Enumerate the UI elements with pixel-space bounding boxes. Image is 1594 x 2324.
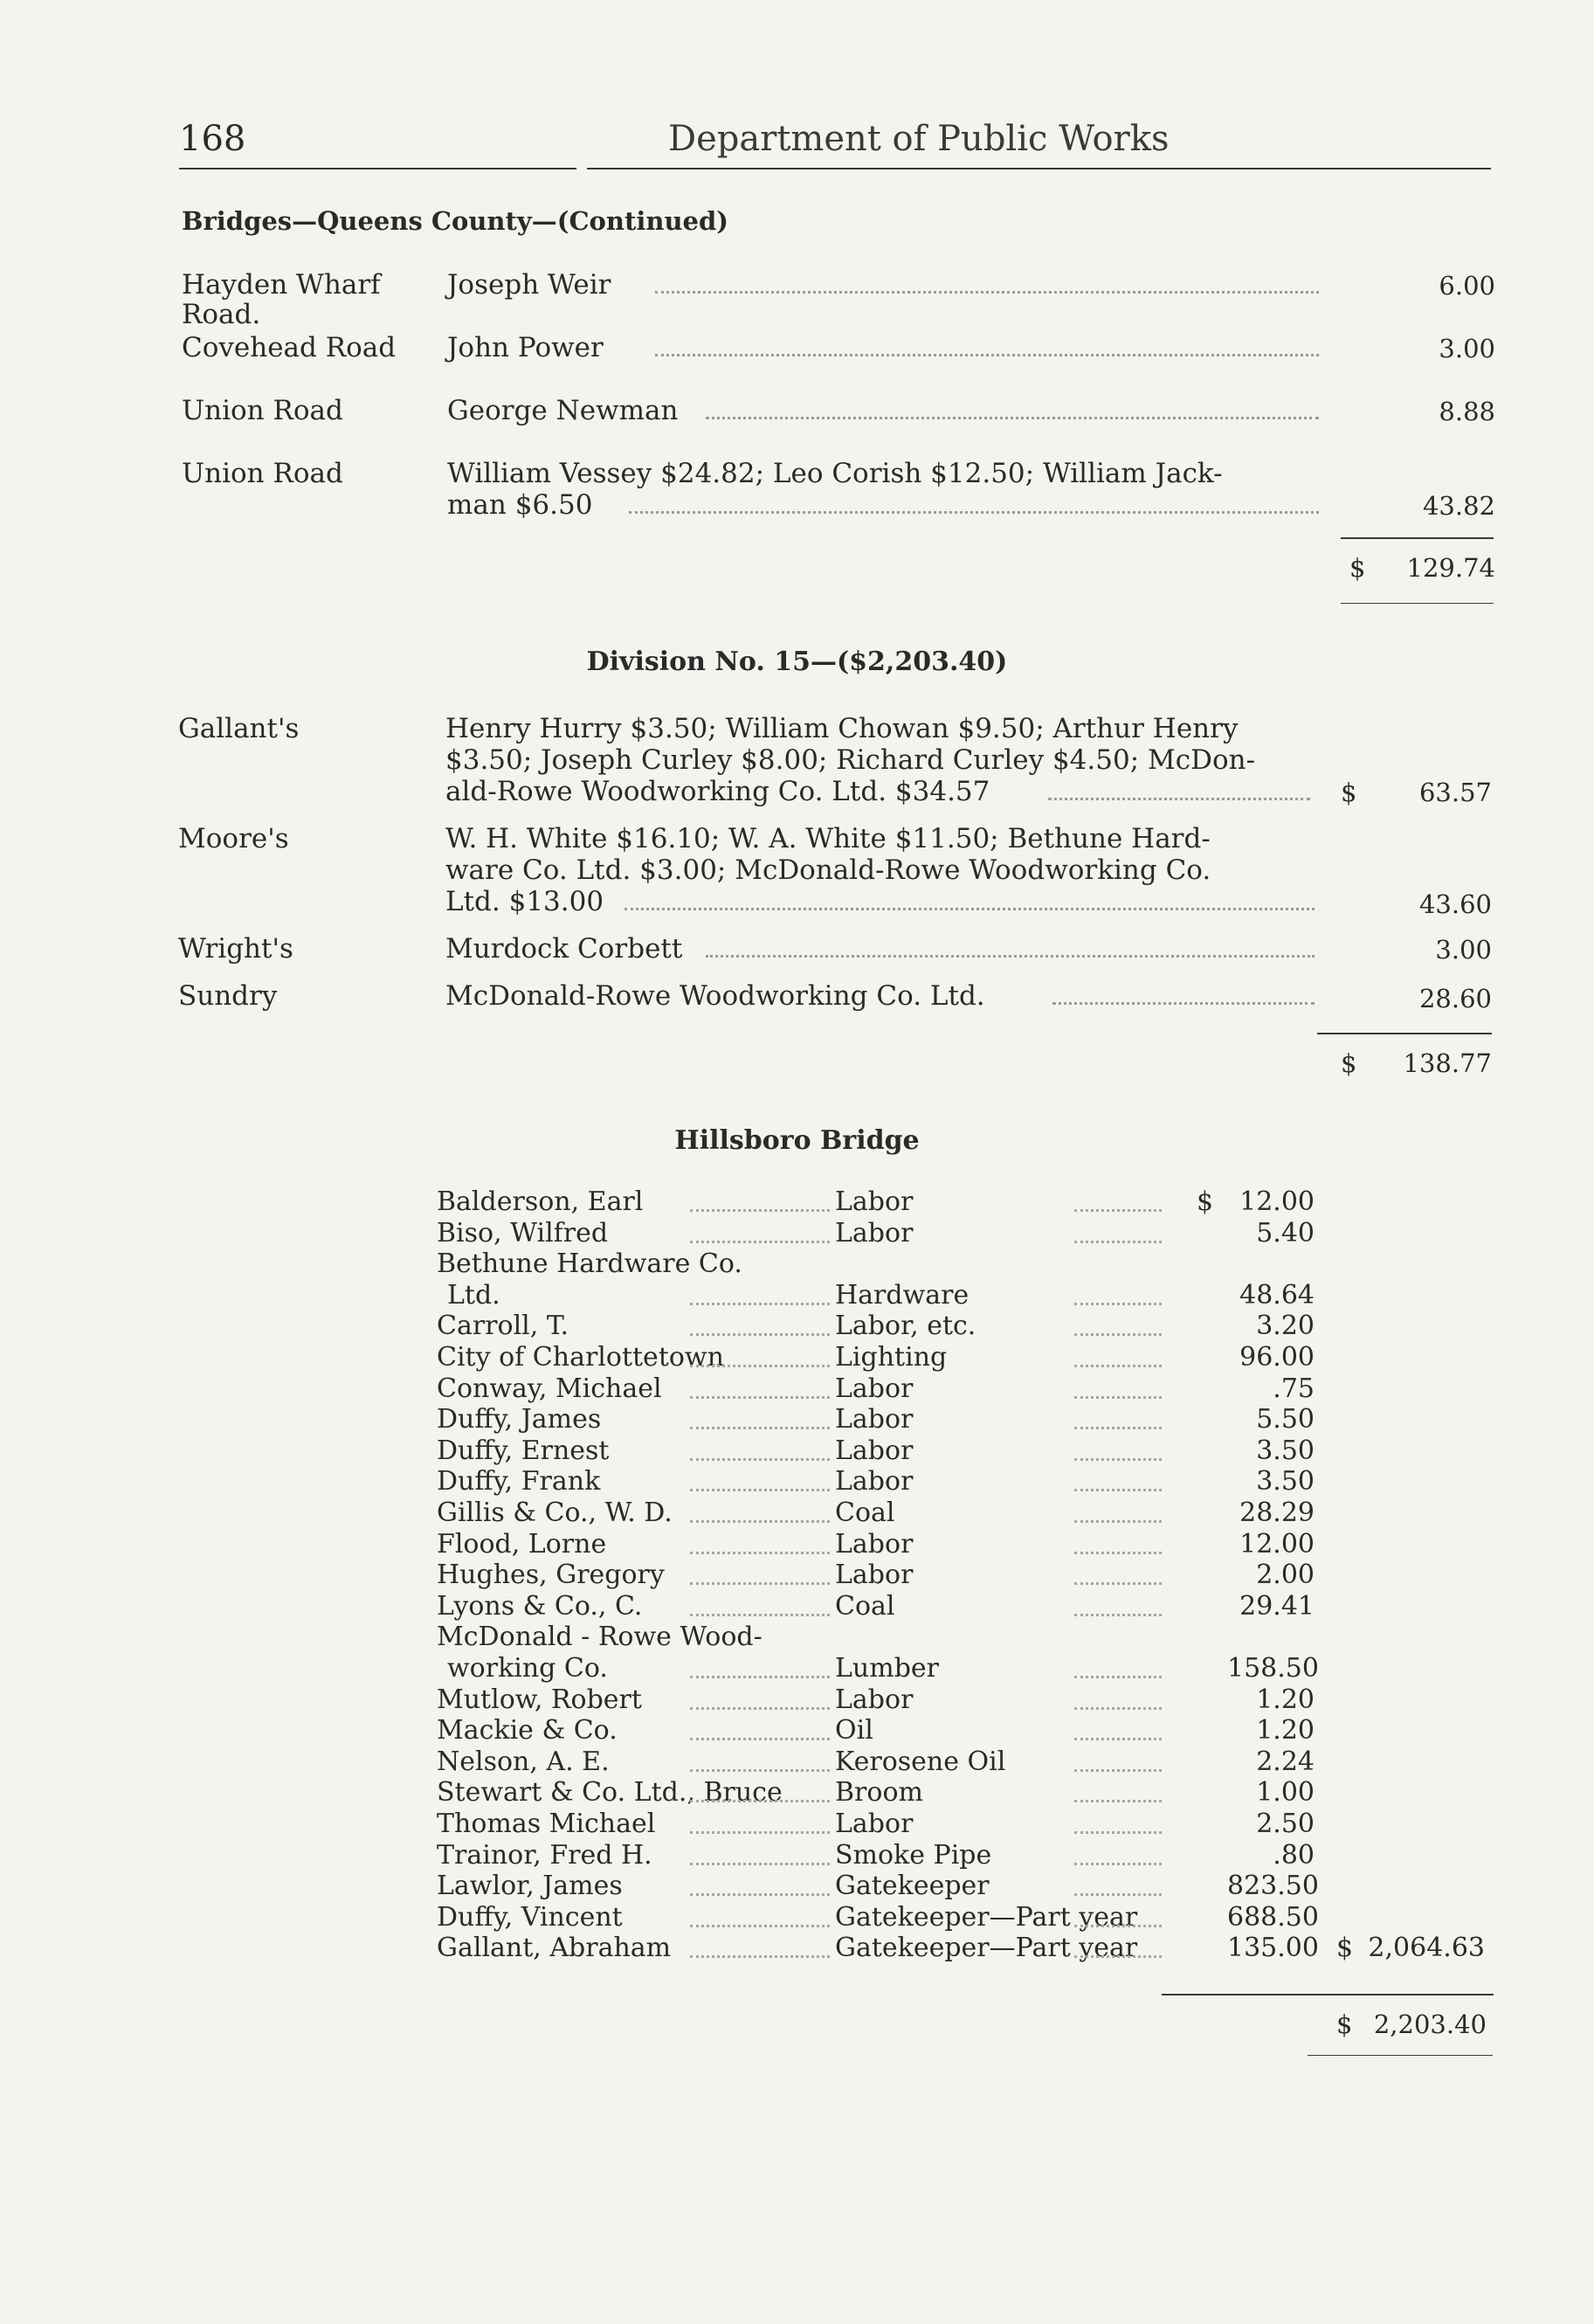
place-name: Moore's (178, 823, 289, 854)
item-description: Labor (835, 1435, 914, 1466)
item-description: Labor (835, 1186, 914, 1217)
amount: 1.20 (1256, 1715, 1315, 1746)
leader-dots (1074, 1863, 1162, 1865)
leader-dots (690, 1738, 830, 1740)
table-row (0, 1342, 1594, 1373)
leader-dots (706, 955, 1315, 958)
amount: 5.40 (1256, 1217, 1315, 1248)
payee: George Newman (447, 395, 679, 426)
payee-name: Bethune Hardware Co. (437, 1248, 742, 1280)
amount: 3.20 (1256, 1311, 1315, 1342)
leader-dots (690, 1303, 830, 1305)
amount: 6.00 (1439, 271, 1495, 301)
payee-name: Duffy, James (437, 1404, 602, 1435)
amount: 688.50 (1227, 1901, 1319, 1933)
payee-name: Trainor, Fred H. (437, 1839, 652, 1871)
table-row (0, 1933, 1594, 1964)
item-description: Labor (835, 1404, 914, 1435)
amount: 43.60 (1418, 889, 1492, 919)
header-rule-left (179, 168, 576, 169)
grand-total: 2,203.40 (1373, 2009, 1487, 2039)
currency-symbol: $ (1349, 553, 1366, 583)
table-row (0, 1684, 1594, 1716)
leader-dots (690, 1552, 830, 1554)
leader-dots (655, 354, 1319, 356)
entry-line: ald-Rowe Woodworking Co. Ltd. $34.57 (445, 776, 990, 807)
place-name: Gallant's (178, 713, 300, 744)
item-description: Labor (835, 1466, 914, 1497)
item-description: Labor (835, 1809, 914, 1839)
payee-name: Thomas Michael (437, 1809, 656, 1839)
table-row (0, 1280, 1594, 1311)
leader-dots (1074, 1520, 1162, 1523)
leader-dots (1074, 1365, 1162, 1367)
table-row (0, 1529, 1594, 1560)
table-row (0, 1186, 1594, 1218)
payee-name: Gallant, Abraham (437, 1933, 672, 1964)
item-description: Kerosene Oil (835, 1746, 1006, 1777)
payee-name: Duffy, Vincent (437, 1901, 623, 1933)
leader-dots (1074, 1955, 1162, 1958)
amount: 3.00 (1435, 935, 1492, 965)
leader-dots (690, 1863, 830, 1865)
item-description: Smoke Pipe (835, 1839, 992, 1871)
leader-dots (690, 1925, 830, 1927)
payee-name: Nelson, A. E. (437, 1746, 610, 1777)
amount: 1.00 (1256, 1777, 1315, 1809)
item-description: Gatekeeper (835, 1871, 990, 1902)
amount: 823.50 (1227, 1871, 1319, 1902)
leader-dots (690, 1676, 830, 1678)
amount: 43.82 (1422, 491, 1495, 521)
table-row (0, 1435, 1594, 1467)
item-description: Labor (835, 1217, 914, 1248)
leader-dots (1074, 1831, 1162, 1834)
amount: 2.24 (1256, 1746, 1315, 1777)
amount: 158.50 (1227, 1653, 1319, 1684)
leader-dots (1074, 1396, 1162, 1399)
leader-dots (690, 1489, 830, 1491)
total-rule (1341, 537, 1494, 539)
total-underline (1341, 603, 1494, 604)
amount: 5.50 (1256, 1404, 1315, 1435)
leader-dots (1074, 1209, 1162, 1212)
section-total: 129.74 (1406, 553, 1495, 583)
amount: .75 (1273, 1373, 1315, 1404)
leader-dots (1074, 1427, 1162, 1429)
item-description: Labor, etc. (835, 1311, 976, 1342)
amount: .80 (1273, 1839, 1315, 1871)
entry-line: Murdock Corbett (445, 933, 683, 965)
leader-dots (690, 1427, 830, 1429)
item-description: Oil (835, 1715, 873, 1746)
entry-line: McDonald-Rowe Woodworking Co. Ltd. (445, 980, 985, 1012)
currency-symbol: $ (1341, 1048, 1357, 1078)
leader-dots (690, 1458, 830, 1461)
item-description: Coal (835, 1590, 895, 1622)
leader-dots (690, 1614, 830, 1616)
leader-dots (1052, 1002, 1315, 1005)
leader-dots (690, 1769, 830, 1772)
leader-dots (624, 908, 1315, 910)
leader-dots (690, 1893, 830, 1896)
payee-name: working Co. (447, 1653, 608, 1684)
item-description: Lumber (835, 1653, 939, 1684)
table-row (0, 1653, 1594, 1684)
leader-dots (1074, 1676, 1162, 1678)
payee: John Power (447, 332, 604, 363)
place-name: Hayden Wharf (182, 269, 381, 301)
leader-dots (1074, 1333, 1162, 1336)
table-row (0, 1404, 1594, 1435)
entry-line: ware Co. Ltd. $3.00; McDonald-Rowe Woodworking Co. (445, 854, 1211, 886)
division-heading: Division No. 15—($2,203.40) (586, 647, 1008, 677)
leader-dots (690, 1520, 830, 1523)
amount: 2.50 (1256, 1809, 1315, 1839)
payee-name: McDonald - Rowe Wood- (437, 1622, 762, 1653)
amount: 48.64 (1239, 1279, 1315, 1311)
place-name: Union Road (182, 458, 343, 489)
leader-dots (1074, 1582, 1162, 1585)
leader-dots (690, 1831, 830, 1834)
payee-name: Mutlow, Robert (437, 1684, 642, 1715)
leader-dots (1074, 1458, 1162, 1461)
table-row (0, 1560, 1594, 1591)
amount: 28.29 (1239, 1497, 1315, 1528)
grand-total-underline (1308, 2055, 1493, 2056)
table-row (0, 1466, 1594, 1497)
leader-dots (690, 1396, 830, 1399)
table-row (0, 1373, 1594, 1405)
item-description: Labor (835, 1560, 914, 1591)
table-row (0, 1622, 1594, 1653)
entry-line: Ltd. $13.00 (445, 886, 604, 917)
amount: 2.00 (1256, 1560, 1315, 1591)
payee-name: City of Charlottetown (437, 1342, 724, 1373)
payee: Joseph Weir (447, 269, 611, 301)
table-row (0, 1871, 1594, 1902)
page-title: Department of Public Works (668, 119, 1170, 159)
payee-name: Biso, Wilfred (437, 1217, 609, 1248)
leader-dots (1074, 1614, 1162, 1616)
leader-dots (690, 1707, 830, 1710)
amount: 28.60 (1418, 984, 1492, 1013)
section-total: 138.77 (1403, 1048, 1492, 1078)
table-row (0, 1902, 1594, 1933)
leader-dots (1074, 1738, 1162, 1740)
place-name-continued: Road. (182, 299, 261, 330)
place-name: Covehead Road (182, 332, 397, 363)
table-row (0, 1218, 1594, 1249)
place-name: Union Road (182, 395, 343, 426)
item-description: Gatekeeper—Part year (835, 1933, 1138, 1964)
amount: 12.00 (1239, 1528, 1315, 1560)
item-description: Lighting (835, 1342, 948, 1373)
payee-name: Gillis & Co., W. D. (437, 1497, 673, 1528)
currency-symbol: $ (1341, 778, 1357, 807)
payee-name: Duffy, Ernest (437, 1435, 610, 1466)
table-row (0, 1840, 1594, 1871)
entry-line: Henry Hurry $3.50; William Chowan $9.50; Arthur Henry (445, 713, 1239, 744)
leader-dots (1074, 1769, 1162, 1772)
payee-name: Balderson, Earl (437, 1186, 644, 1217)
payee-name: Lawlor, James (437, 1871, 623, 1902)
table-row (0, 1777, 1594, 1809)
item-description: Coal (835, 1497, 895, 1528)
leader-dots (690, 1209, 830, 1212)
item-description: Broom (835, 1777, 923, 1809)
leader-dots (706, 417, 1319, 419)
amount: 135.00 (1227, 1933, 1319, 1964)
payee-name: Duffy, Frank (437, 1466, 601, 1497)
leader-dots (1074, 1489, 1162, 1491)
item-description: Labor (835, 1528, 914, 1560)
leader-dots (1048, 798, 1310, 800)
page-number: 168 (179, 119, 246, 159)
item-description: Hardware (835, 1279, 970, 1311)
leader-dots (690, 1800, 830, 1802)
amount: 3.50 (1256, 1466, 1315, 1497)
payee-name: Carroll, T. (437, 1311, 569, 1342)
currency-symbol: $ (1197, 1186, 1214, 1217)
leader-dots (690, 1365, 830, 1367)
entry-line: W. H. White $16.10; W. A. White $11.50; Bethune Hard- (445, 823, 1211, 854)
leader-dots (1074, 1241, 1162, 1243)
payee-name: Ltd. (447, 1279, 500, 1311)
payee-name: Stewart & Co. Ltd., Bruce (437, 1777, 783, 1809)
leader-dots (690, 1955, 830, 1958)
leader-dots (690, 1582, 830, 1585)
leader-dots (1074, 1303, 1162, 1305)
payee-continued: man $6.50 (447, 489, 593, 521)
table-row (0, 1809, 1594, 1840)
item-description: Labor (835, 1684, 914, 1715)
amount: 3.50 (1256, 1435, 1315, 1466)
payee-name: Flood, Lorne (437, 1528, 607, 1560)
section-heading: Bridges—Queens County—(Continued) (182, 206, 728, 236)
amount: 29.41 (1239, 1590, 1315, 1622)
amount: 12.00 (1239, 1186, 1315, 1217)
table-row (0, 1591, 1594, 1622)
table-row (0, 1248, 1594, 1280)
currency-symbol: $ (1336, 1933, 1354, 1964)
payee-name: Conway, Michael (437, 1373, 662, 1404)
item-description: Gatekeeper—Part year (835, 1901, 1138, 1933)
amount: 63.57 (1418, 778, 1492, 807)
place-name: Wright's (178, 933, 293, 965)
currency-symbol: $ (1336, 2009, 1353, 2039)
table-row (0, 1746, 1594, 1778)
table-row (0, 1497, 1594, 1529)
leader-dots (1074, 1925, 1162, 1927)
item-description: Labor (835, 1373, 914, 1404)
subtotal: 2,064.63 (1368, 1933, 1485, 1964)
leader-dots (1074, 1707, 1162, 1710)
payee-name: Mackie & Co. (437, 1715, 618, 1746)
leader-dots (1074, 1552, 1162, 1554)
hillsboro-heading: Hillsboro Bridge (674, 1125, 920, 1156)
table-row (0, 1311, 1594, 1342)
payee-name: Hughes, Gregory (437, 1560, 665, 1591)
leader-dots (1074, 1893, 1162, 1896)
leader-dots (690, 1241, 830, 1243)
payee-name: Lyons & Co., C. (437, 1590, 643, 1622)
table-row (0, 1715, 1594, 1746)
entry-line: $3.50; Joseph Curley $8.00; Richard Curley $4.50; McDon- (445, 744, 1256, 776)
amount: 1.20 (1256, 1684, 1315, 1715)
leader-dots (690, 1333, 830, 1336)
leader-dots (655, 291, 1319, 294)
grand-total-rule (1162, 1994, 1494, 1995)
total-rule (1317, 1033, 1492, 1034)
amount: 96.00 (1239, 1342, 1315, 1373)
header-rule-right (587, 168, 1491, 169)
amount: 8.88 (1439, 397, 1495, 426)
place-name: Sundry (178, 980, 278, 1012)
amount: 3.00 (1439, 334, 1495, 363)
leader-dots (629, 511, 1319, 514)
payee: William Vessey $24.82; Leo Corish $12.50; William Jack- (447, 458, 1223, 489)
leader-dots (1074, 1800, 1162, 1802)
